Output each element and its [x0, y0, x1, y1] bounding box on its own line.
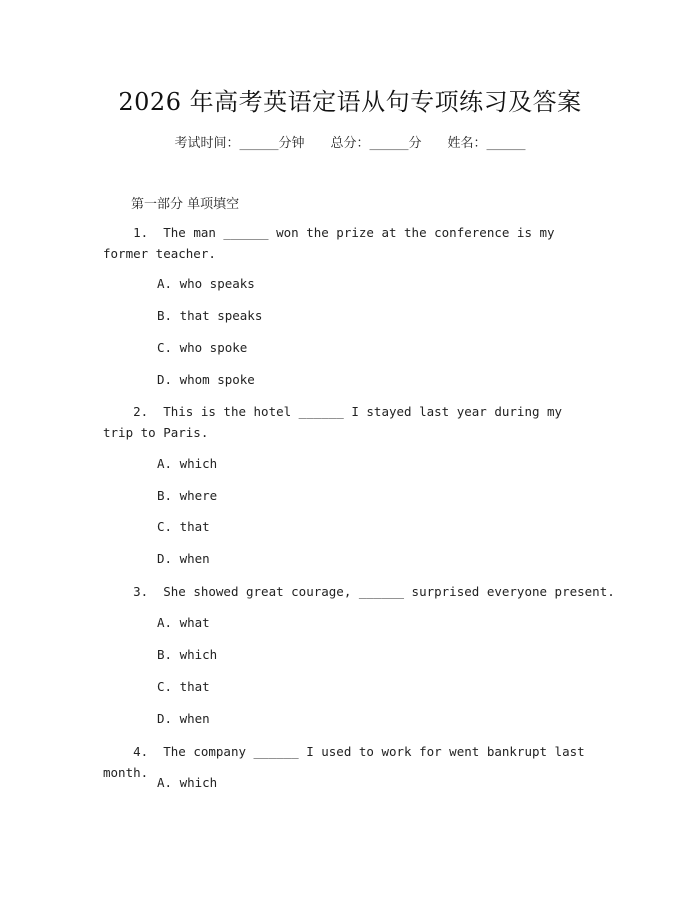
exam-meta	[0, 132, 700, 151]
exam-score-field: 总分：______分	[330, 136, 422, 151]
question-1-text: 1. The man ______ won the prize at the conference is my former teacher.	[103, 225, 563, 261]
exam-name-field: 姓名：______	[447, 136, 526, 151]
question-2-option-d: D. when	[157, 551, 210, 566]
question-3-option-c: C. that	[157, 679, 210, 694]
section-title: 第一部分 单项填空	[131, 197, 240, 212]
question-3-option-b: B. which	[157, 647, 218, 662]
question-1-option-b: B. that speaks	[157, 308, 263, 323]
question-1-option-d: D. whom spoke	[157, 372, 255, 387]
question-2-option-a: A. which	[157, 456, 218, 471]
question-3-text: 3. She showed great courage, ______ surprised everyone present.	[103, 584, 615, 599]
question-4-option-a: A. which	[157, 775, 218, 790]
question-4-text: 4. The company ______ I used to work for went bankrupt last month.	[103, 744, 593, 780]
question-1-option-c: C. who spoke	[157, 340, 248, 355]
question-2-option-b: B. where	[157, 488, 218, 503]
question-1-option-a: A. who speaks	[157, 276, 255, 291]
question-2-text: 2. This is the hotel ______ I stayed last year during my trip to Paris.	[103, 404, 570, 440]
question-2-option-c: C. that	[157, 519, 210, 534]
question-3-option-a: A. what	[157, 615, 210, 630]
question-3-option-d: D. when	[157, 711, 210, 726]
exam-time-field: 考试时间：______分钟	[174, 136, 305, 151]
page-title: 2026 年高考英语定语从句专项练习及答案	[118, 88, 582, 116]
